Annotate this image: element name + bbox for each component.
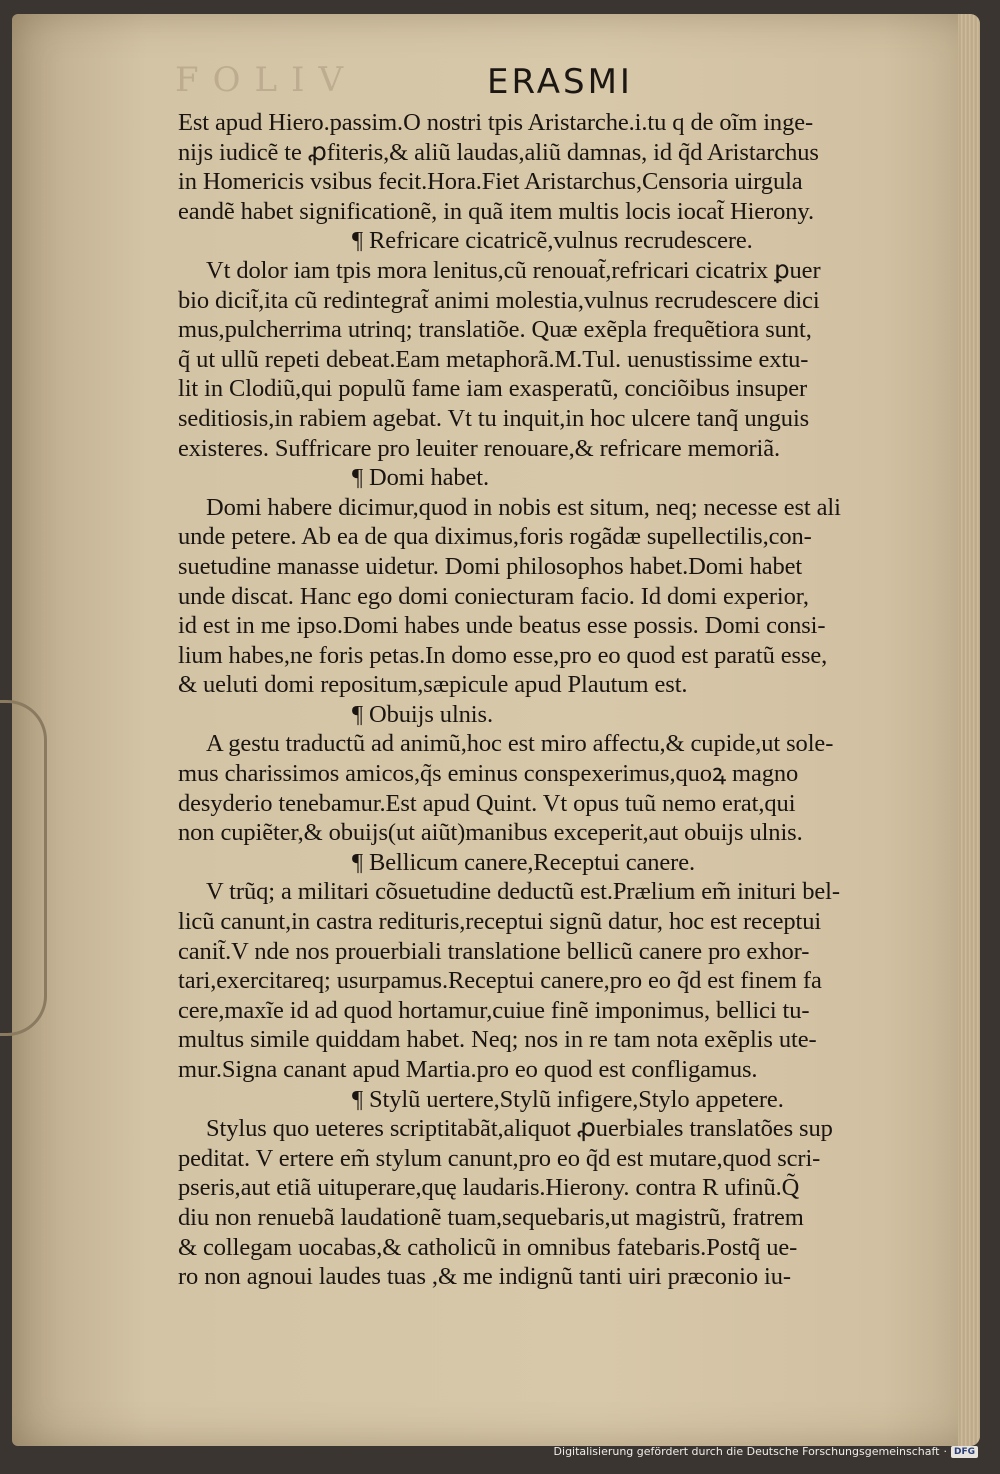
text-line: non cupiẽter,& obuijs(ut aiũt)manibus exceperit,aut obuijs ulnis. xyxy=(178,819,803,847)
text-line: nijs iudicẽ te ꝓfiteris,& aliũ laudas,aliũ damnas, id q̃d Aristarchus xyxy=(178,138,819,166)
separator: · xyxy=(943,1445,947,1458)
page-edge xyxy=(958,14,980,1446)
text-line: id est in me ipso.Domi habes unde beatus esse possis. Domi consi- xyxy=(178,612,826,640)
text-line: ro non agnoui laudes tuas ,& me indignũ tanti uiri præconio iu- xyxy=(178,1263,791,1291)
digitization-credit xyxy=(554,1445,978,1458)
text-line: & collegam uocabas,& catholicũ in omnibus fatebaris.Postq̃ ue- xyxy=(178,1233,798,1261)
text-line: V trũq; a militari cõsuetudine deductũ est.Prælium em̃ inituri bel- xyxy=(206,878,840,906)
credit-text: Digitalisierung gefördert durch die Deutsche Forschungsgemeinschaft xyxy=(553,1445,940,1458)
text-line: A gestu traductũ ad animũ,hoc est miro affectu,& cupide,ut sole- xyxy=(206,730,834,758)
text-line: mur.Signa canant apud Martia.pro eo quod est confligamus. xyxy=(178,1056,758,1083)
text-line: Domi habere dicimur,quod in nobis est situm, neq; necesse est ali xyxy=(206,493,841,521)
text-line: tari,exercitareq; usurpamus.Receptui canere,pro eo q̃d est finem fa xyxy=(178,967,822,995)
text-line: diu non renuebã laudationẽ tuam,sequebaris,ut magistrũ, fratrem xyxy=(178,1203,804,1231)
text-line: multus simile quiddam habet. Neq; nos in re tam nota exẽplis ute- xyxy=(178,1026,817,1054)
text-line: bio dicit̃,ita cũ redintegrat̃ animi molestia,vulnus recrudescere dici xyxy=(178,286,820,314)
text-line: cere,maxĩe id ad quod hortamur,cuiue finẽ imponimus, bellici tu- xyxy=(178,996,810,1024)
text-line: unde discat. Hanc ego domi coniecturam facio. Id domi experior, xyxy=(178,582,809,610)
text-line: suetudine manasse uidetur. Domi philosophos habet.Domi habet xyxy=(178,552,803,580)
section-heading: ¶ Domi habet. xyxy=(352,464,490,492)
text-line: Stylus quo ueteres scriptitabãt,aliquot ꝓuerbiales translatões sup xyxy=(206,1115,833,1143)
section-heading: ¶ Bellicum canere,Receptui canere. xyxy=(352,848,696,876)
text-line: desyderio tenebamur.Est apud Quint. Vt opus tuũ nemo erat,qui xyxy=(178,789,796,817)
text-line: mus charissimos amicos,q̃s eminus conspexerimus,quoꝝ magno xyxy=(178,760,799,788)
section-heading: ¶ Stylũ uertere,Stylũ infigere,Stylo appetere. xyxy=(352,1085,784,1113)
text-line: peditat. V ertere em̃ stylum canunt,pro eo q̃d est mutare,quod scri- xyxy=(178,1144,821,1172)
text-line: existeres. Suffricare pro leuiter renouare,& refricare memoriã. xyxy=(178,434,781,462)
text-line: Est apud Hiero.passim.O nostri tpis Aristarche.i.tu q de oĩm inge- xyxy=(178,109,814,136)
book-clasp xyxy=(0,700,47,1036)
section-heading: ¶ Refricare cicatricẽ,vulnus recrudescere. xyxy=(352,227,753,255)
bleed-through-text: FOLIV xyxy=(175,60,358,100)
text-line: mus,pulcherrima utrinq; translatiõe. Quæ exẽpla frequẽtiora sunt, xyxy=(178,316,812,344)
text-line: in Homericis vsibus fecit.Hora.Fiet Aristarchus,Censoria uirgula xyxy=(178,168,803,196)
text-line: lit in Clodiũ,qui populũ fame iam exasperatũ, conciõibus insuper xyxy=(178,375,808,403)
text-line: seditiosis,in rabiem agebat. Vt tu inquit,in hoc ulcere tanq̃ unguis xyxy=(178,404,810,432)
text-line: Vt dolor iam tpis mora lenitus,cũ renouat̃,refricari cicatrix ꝑuer xyxy=(206,256,821,284)
dfg-logo: DFG xyxy=(951,1446,978,1458)
text-line: q̃ ut ullũ repeti debeat.Eam metaphorã.M.Tul. uenustissime extu- xyxy=(178,345,809,373)
text-line: unde petere. Ab ea de qua diximus,foris rogãdæ supellectilis,con- xyxy=(178,523,812,551)
text-line: pseris,aut etiã uituperare,quę laudaris.Hierony. contra R ufinũ.Q̃ xyxy=(178,1174,800,1202)
text-line: lium habes,ne foris petas.In domo esse,pro eo quod est paratũ esse, xyxy=(178,641,828,669)
text-line: licũ canunt,in castra redituris,receptui signũ datur, hoc est receptui xyxy=(178,908,822,936)
section-heading: ¶ Obuijs ulnis. xyxy=(352,700,493,728)
running-head: ERASMI xyxy=(487,62,633,102)
text-line: canit̃.V nde nos prouerbiali translatione bellicũ canere pro exhor- xyxy=(178,937,810,965)
text-line: eandẽ habet significationẽ, in quã item multis locis iocat̃ Hierony. xyxy=(178,197,815,225)
text-line: & ueluti domi repositum,sæpicule apud Plautum est. xyxy=(178,671,688,699)
body-text xyxy=(178,108,926,1292)
